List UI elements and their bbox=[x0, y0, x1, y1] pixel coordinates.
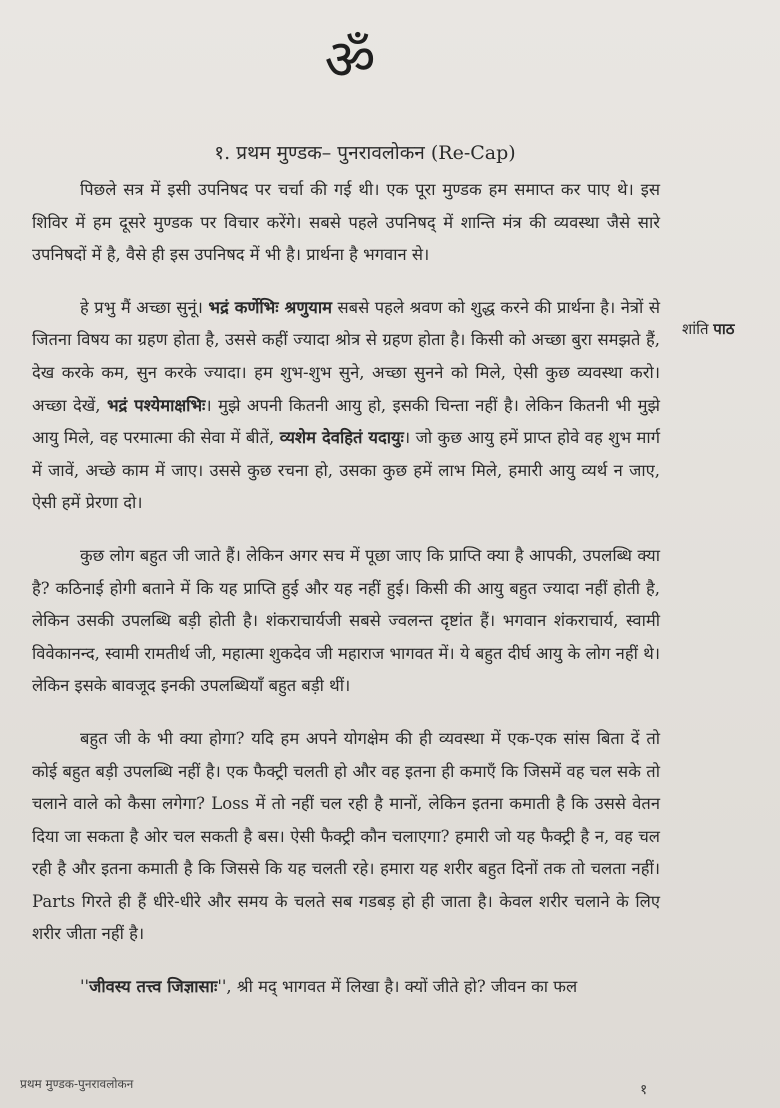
text-run: सबसे पहले श्रवण को शुद्ध करने की प्रार्थना है। नेत्रों से जितना विषय का ग्रहण होता है, उससे कहीं ज्यादा श्रोत्र से ग्रहण होता है। किसी को अच्छा बुरा समझते हैं, देख करके कम, सुन करके ज्यादा। हम शुभ-शुभ सुने, अच्छा सुनने को मिले, ऐसी कुछ व्यवस्था करो। अच्छा देखें, bbox=[32, 297, 660, 415]
margin-note bbox=[682, 316, 734, 342]
paragraph bbox=[32, 174, 660, 272]
paragraph bbox=[32, 292, 660, 520]
paragraph bbox=[32, 723, 660, 951]
om-symbol: ॐ bbox=[324, 28, 376, 93]
sanskrit-quote: भद्रं कर्णेभिः श्रणुयाम bbox=[208, 297, 332, 317]
text-run: कुछ लोग बहुत जी जाते हैं। लेकिन अगर सच में पूछा जाए कि प्राप्ति क्या है आपकी, उपलब्धि क्या है? कठिनाई होगी बताने में कि यह प्राप्ति हुई और यह नहीं हुई। किसी की आयु बहुत ज्यादा नहीं होती है, लेकिन उसकी उपलब्धि बड़ी होती है। शंकराचार्यजी सबसे ज्वलन्त दृष्टांत हैं। भगवान शंकराचार्य, स्वामी विवेकानन्द, स्वामी रामतीर्थ जी, महात्मा शुकदेव जी महाराज भागवत में। ये बहुत दीर्घ आयु के लोग नहीं थे। लेकिन इसके बावजूद इनकी उपलब्धियाँ बहुत बड़ी थीं। bbox=[32, 545, 660, 696]
sanskrit-quote: भद्रं पश्येमाक्षभिः bbox=[106, 395, 206, 415]
text-run: बहुत जी के भी क्या होगा? यदि हम अपने योगक्षेम की ही व्यवस्था में एक-एक सांस बिता दें तो कोई बहुत बड़ी उपलब्धि नहीं है। एक फैक्ट्री चलती हो और वह इतना ही कमाएँ कि जिसमें वह चल सके तो चलाने वाले को कैसा लगेगा? Loss में तो नहीं चल रही है मानों, लेकिन इतना कमाती है कि उससे वेतन दिया जा सकता है ओर चल सकती है बस। ऐसी फैक्ट्री कौन चलाएगा? हमारी जो यह फैक्ट्री है न, वह चल रही है और इतना कमाती है कि जिससे कि यह चलती रहे। हमारा यह शरीर बहुत दिनों तक तो चलता नहीं। Parts गिरते ही हैं धीरे-धीरे और समय के चलते सब गडबड़ हो ही जाता है। केवल शरीर चलाने के लिए शरीर जीता नहीं है। bbox=[32, 728, 660, 944]
chapter-heading: १. प्रथम मुण्डक– पुनरावलोकन (Re-Cap) bbox=[214, 142, 516, 164]
paragraph bbox=[32, 971, 660, 1004]
sanskrit-quote: जीवस्य तत्त्व जिज्ञासाः bbox=[89, 977, 218, 997]
text-run: पिछले सत्र में इसी उपनिषद पर चर्चा की गई थी। एक पूरा मुण्डक हम समाप्त कर पाए थे। इस शिविर में हम दूसरे मुण्डक पर विचार करेंगे। सबसे पहले उपनिषद् में शान्ति मंत्र की व्यवस्था जैसे सारे उपनिषदों में है, वैसे ही इस उपनिषद में भी है। प्रार्थना है भगवान से। bbox=[32, 180, 660, 265]
text-run: '' bbox=[80, 977, 90, 997]
page-number: १ bbox=[640, 1082, 648, 1098]
text-run: हे प्रभु मैं अच्छा सुनूं। bbox=[80, 297, 209, 317]
margin-note-text: शांति bbox=[682, 320, 714, 338]
body-text bbox=[32, 174, 660, 1024]
footer-section-title: प्रथम मुण्डक-पुनरावलोकन bbox=[20, 1077, 134, 1091]
paragraph bbox=[32, 540, 660, 703]
text-run: । मुझे अपनी कितनी आयु हो, इसकी चिन्ता नहीं है। लेकिन कितनी भी मुझे आयु मिले, वह परमात्मा की सेवा में बीतें, bbox=[32, 395, 660, 448]
text-run: । जो कुछ आयु हमें प्राप्त होवे वह शुभ मार्ग में जावें, अच्छे काम में जाए। उससे कुछ रचना हो, उसका कुछ हमें लाभ मिले, हमारी आयु व्यर्थ न जाए, ऐसी हमें प्रेरणा दो। bbox=[32, 428, 660, 513]
sanskrit-quote: व्यशेम देवहितं यदायुः bbox=[279, 428, 404, 448]
text-run: '', श्री मद् भागवत में लिखा है। क्यों जीते हो? जीवन का फल bbox=[217, 977, 578, 997]
margin-note-bold: पाठ bbox=[713, 320, 735, 338]
